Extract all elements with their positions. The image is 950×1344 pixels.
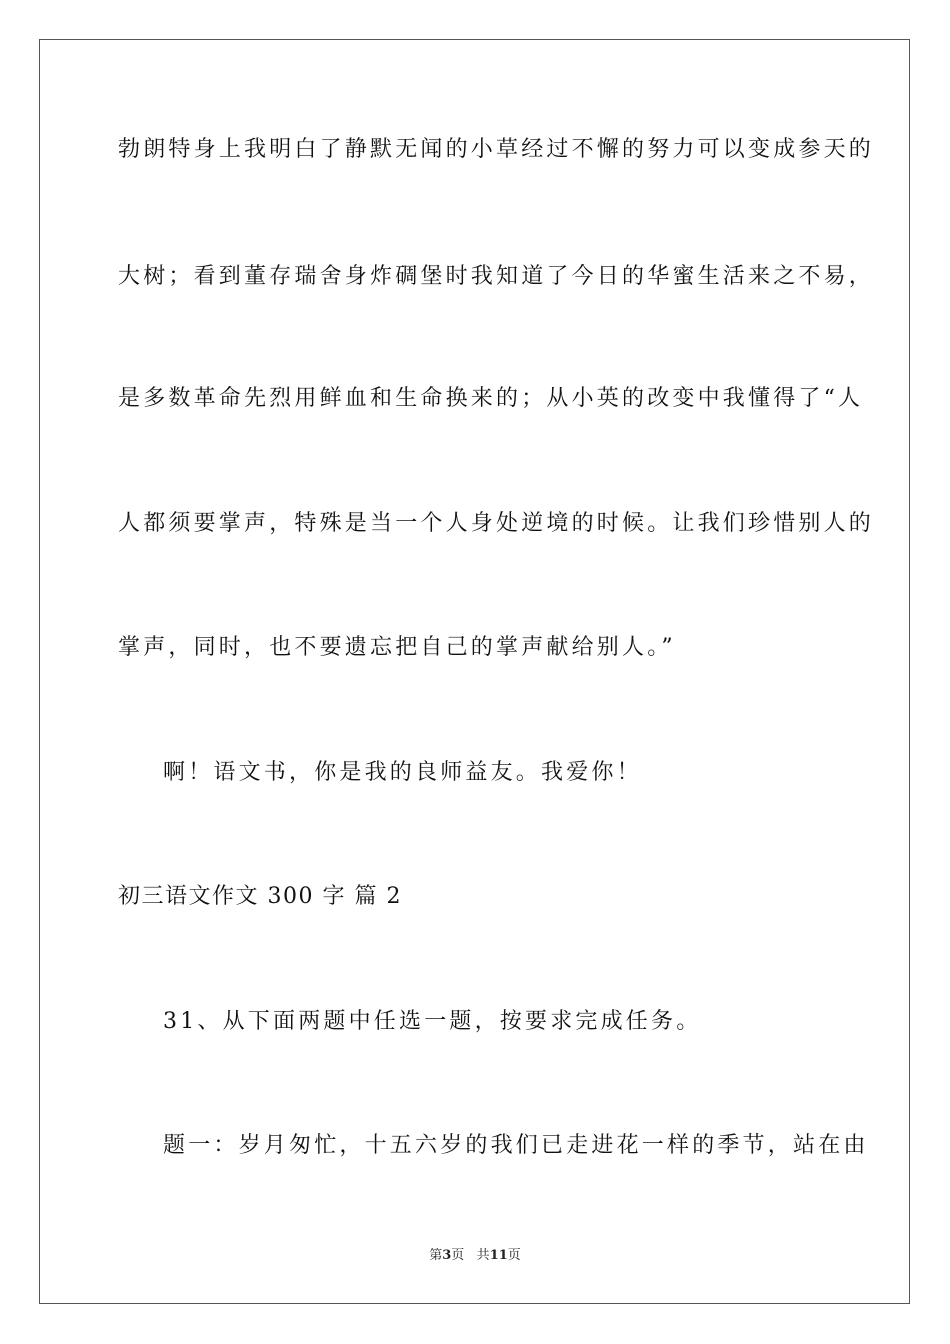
body-line-2: 大树；看到董存瑞舍身炸碉堡时我知道了今日的华蜜生活来之不易， xyxy=(118,264,875,289)
footer-page-suffix: 页 xyxy=(451,1248,465,1263)
page-footer xyxy=(0,1247,950,1265)
page-border xyxy=(39,39,910,1304)
footer-page-number: 3 xyxy=(442,1248,452,1263)
footer-total-prefix: 共 xyxy=(476,1248,490,1263)
topic-line: 题一：岁月匆忙，十五六岁的我们已走进花一样的季节，站在由 xyxy=(163,1133,869,1158)
body-line-1: 勃朗特身上我明白了静默无闻的小草经过不懈的努力可以变成参天的 xyxy=(118,137,875,162)
footer-total-pages: 11 xyxy=(489,1248,508,1263)
body-line-3: 是多数革命先烈用鲜血和生命换来的；从小英的改变中我懂得了“人 xyxy=(118,386,864,411)
footer-page-prefix: 第 xyxy=(429,1248,443,1263)
question-line: 31、从下面两题中任选一题，按要求完成任务。 xyxy=(163,1009,702,1034)
body-line-4: 人都须要掌声，特殊是当一个人身处逆境的时候。让我们珍惜别人的 xyxy=(118,511,875,536)
body-line-6: 啊！语文书，你是我的良师益友。我爱你！ xyxy=(163,760,642,785)
section-heading: 初三语文作文 300 字 篇 2 xyxy=(118,884,402,909)
body-line-5: 掌声，同时，也不要遗忘把自己的掌声献给别人。” xyxy=(118,635,676,660)
footer-total-suffix: 页 xyxy=(507,1248,521,1263)
